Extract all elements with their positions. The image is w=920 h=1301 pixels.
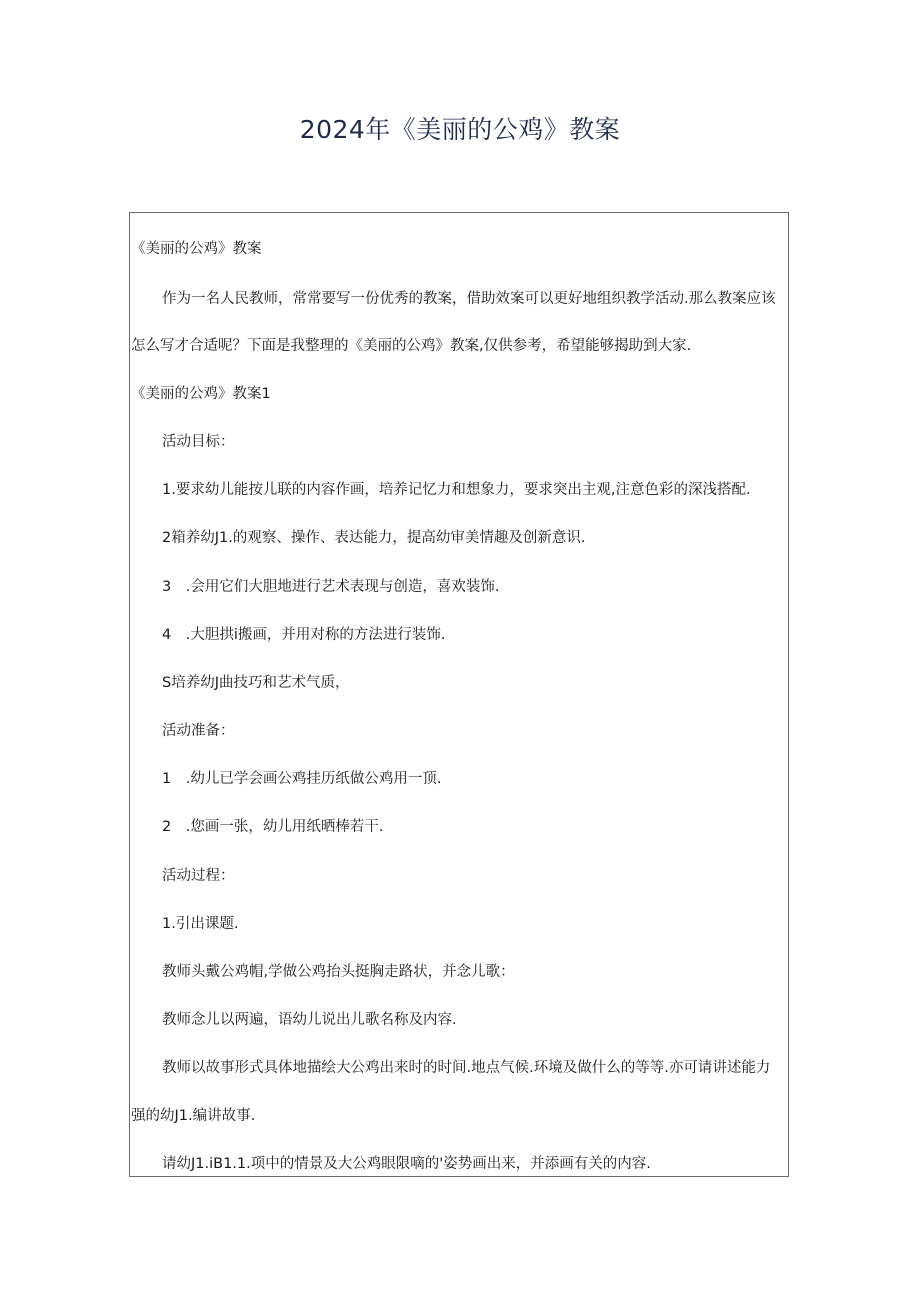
- objective-item-3: 3 .会用它们大胆地进行艺术表现与创造，喜欢装饰.: [162, 579, 500, 595]
- objective-item-1: 1.要求幼儿能按儿联的内容作画，培养记忆力和想象力，要求突出主观,注意色彩的深浅搭配.: [162, 482, 751, 498]
- process-paragraph-line-2: 强的幼J1.编讲故事.: [131, 1108, 256, 1124]
- page-title: 2024年《美丽的公鸡》教案: [299, 115, 621, 144]
- section-heading: 《美丽的公鸡》教案: [131, 241, 262, 257]
- preparation-item-2: 2 .您画一张，幼儿用纸晒棒若干.: [162, 819, 384, 835]
- lesson-plan-box: [129, 212, 789, 1177]
- process-paragraph: 教师念儿以两遍，语幼儿说出儿歌名称及内容.: [162, 1012, 457, 1028]
- preparation-heading: 活动准备：: [162, 723, 235, 739]
- process-paragraph-line-1: 教师以故事形式具体地描绘大公鸡出来时的时间.地点气候.环境及做什么的等等.亦可请讲述能力: [162, 1060, 771, 1076]
- intro-paragraph-line-1: 作为一名人民教师，常常要写一份优秀的教案，借助效案可以更好地组织教学活动.那么教案应该: [162, 291, 776, 307]
- lesson-plan-1-heading: 《美丽的公鸡》教案1: [131, 386, 271, 402]
- objective-item-2: 2箱养幼J1.的观察、操作、表达能力，提高幼审美情趣及创新意识.: [162, 530, 586, 546]
- objective-item-4: 4 .大胆拱i搬画，并用对称的方法进行装饰.: [162, 627, 446, 643]
- process-step-1: 1.引出课题.: [162, 916, 239, 932]
- objectives-heading: 活动目标：: [162, 434, 235, 450]
- process-paragraph: 请幼J1.iB1.1.项中的情景及大公鸡眼限嘀的'姿势画出来，并添画有关的内容.: [162, 1156, 651, 1172]
- preparation-item-1: 1 .幼儿已学会画公鸡挂历纸做公鸡用一顶.: [162, 771, 442, 787]
- objective-item-5: S培养幼J曲技巧和艺术气质，: [162, 675, 350, 691]
- process-paragraph: 教师头戴公鸡帽,学做公鸡抬头挺胸走路状，并念儿歌：: [162, 964, 515, 980]
- intro-paragraph-line-2: 怎么写才合适呢？下面是我整理的《美丽的公鸡》教案,仅供参考，希望能够揭助到大家.: [131, 338, 692, 354]
- process-heading: 活动过程：: [162, 868, 235, 884]
